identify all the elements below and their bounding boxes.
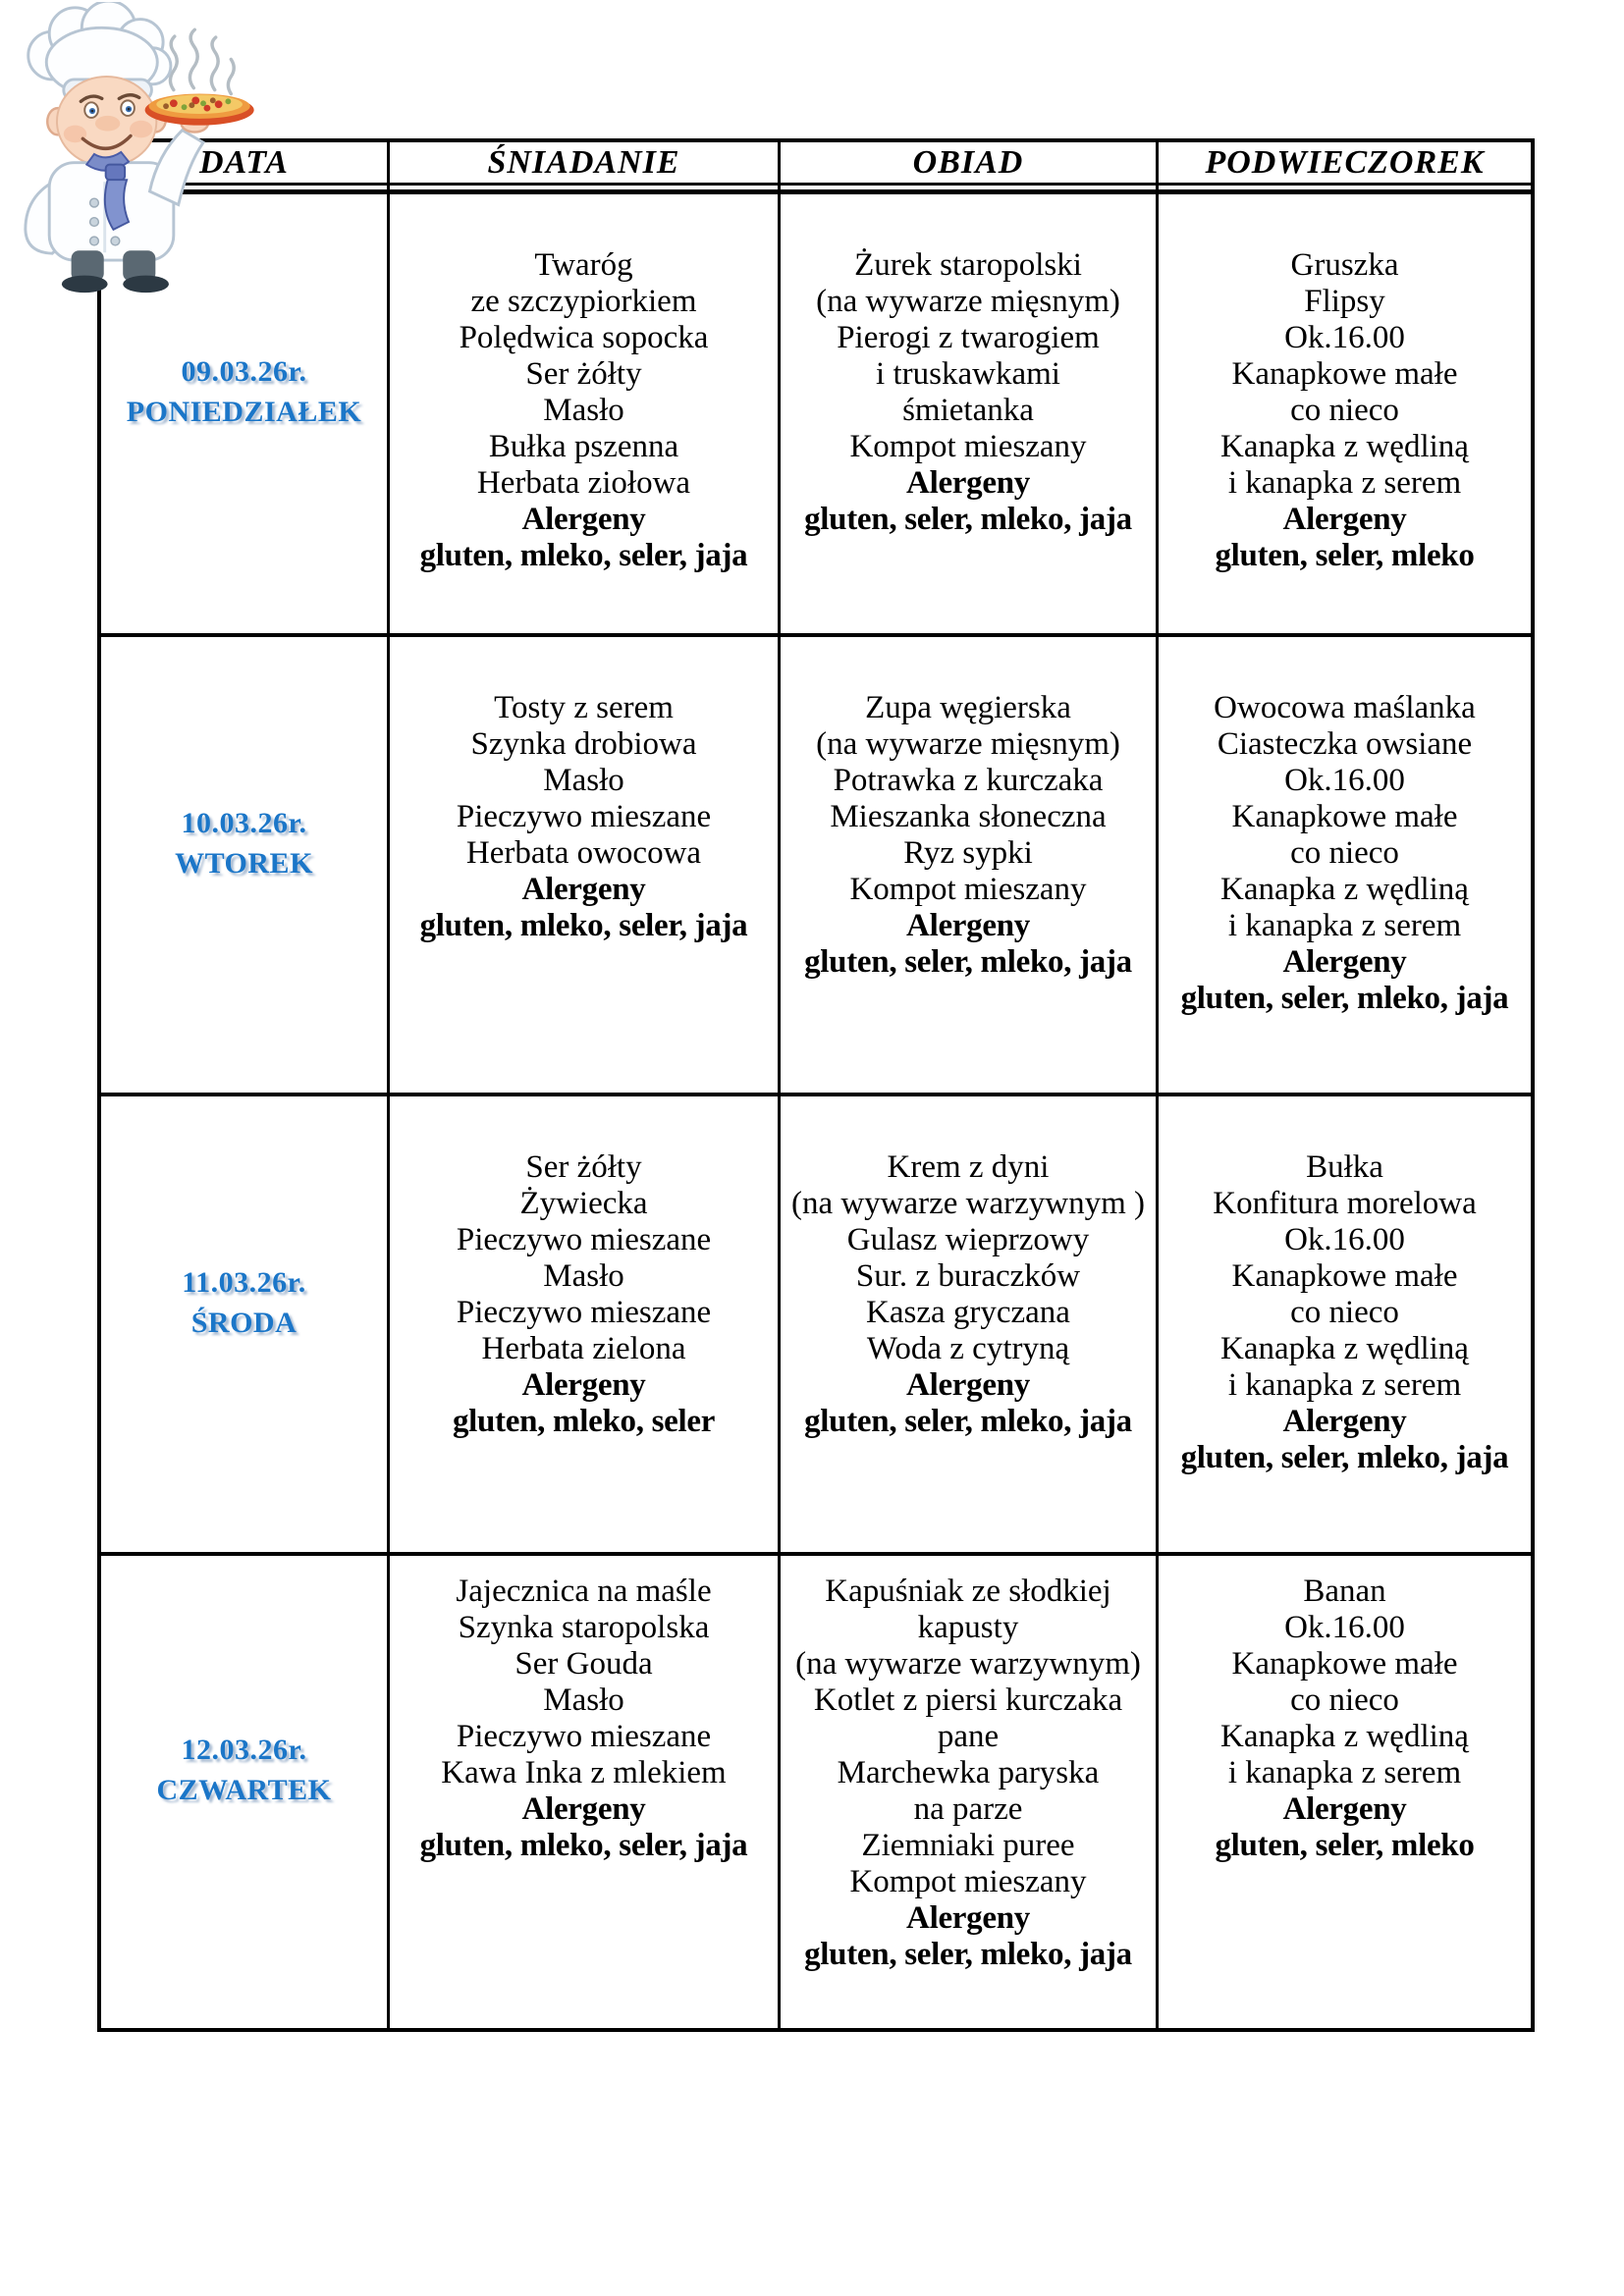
date-label: 11.03.26r. <box>182 1265 306 1299</box>
menu-item-line: Kawa Inka z mlekiem <box>441 1755 727 1790</box>
chef-right-arm <box>149 131 203 205</box>
menu-item-line: co nieco <box>1290 1682 1399 1718</box>
menu-item-line: Mieszanka słoneczna <box>830 799 1107 834</box>
divider-segment <box>1159 186 1531 189</box>
menu-item-line: ze szczypiorkiem <box>470 284 697 319</box>
menu-item-line: Potrawka z kurczaka <box>833 763 1104 798</box>
table-header-row <box>101 142 1531 186</box>
breakfast-cell <box>390 1096 781 1552</box>
allergens-list: gluten, seler, mleko, jaja <box>804 1937 1132 1972</box>
column-header-sniadanie: ŚNIADANIE <box>390 142 781 183</box>
menu-item-line: Herbata ziołowa <box>476 465 691 501</box>
menu-item-line: Pieczywo mieszane <box>456 1222 712 1257</box>
menu-item-line: Masło <box>543 763 624 798</box>
menu-item-line: Ser Gouda <box>514 1646 653 1682</box>
allergens-list: gluten, mleko, seler <box>452 1404 716 1439</box>
day-name-label: PONIEDZIAŁEK <box>126 396 362 428</box>
menu-item-line: (na wywarze warzywnym ) <box>790 1186 1146 1221</box>
menu-item-line: Masło <box>543 1682 624 1718</box>
allergens-heading: Alergeny <box>1282 502 1407 537</box>
date-label: 12.03.26r. <box>181 1734 307 1766</box>
date-label: 10.03.26r. <box>181 806 307 839</box>
menu-item-line: Kanapkowe małe <box>1231 1646 1458 1682</box>
allergens-list: gluten, seler, mleko, jaja <box>804 502 1132 537</box>
chef-face <box>57 77 156 167</box>
menu-item-line: Pieczywo mieszane <box>456 799 712 834</box>
menu-item-line: i truskawkami <box>876 356 1060 392</box>
menu-item-line: Kanapka z wędliną <box>1220 429 1469 464</box>
menu-item-line: Banan <box>1303 1574 1386 1609</box>
menu-item-line: Woda z cytryną <box>866 1331 1070 1366</box>
allergens-list: gluten, seler, mleko <box>1215 538 1475 573</box>
chef-shoe <box>62 276 108 294</box>
menu-item-line: Kompot mieszany <box>849 872 1087 907</box>
allergens-heading: Alergeny <box>906 465 1030 501</box>
allergens-list: gluten, seler, mleko, jaja <box>804 944 1132 980</box>
menu-item-line: Herbata zielona <box>481 1331 686 1366</box>
table-body <box>101 194 1531 2028</box>
menu-item-line: Kompot mieszany <box>849 1864 1087 1899</box>
menu-item-line: Owocowa maślanka <box>1214 690 1476 725</box>
menu-day-row <box>101 637 1531 1096</box>
lunch-cell <box>781 194 1159 633</box>
menu-item-line: Ser żółty <box>525 1149 642 1185</box>
steam-icon <box>170 29 234 93</box>
day-cell <box>101 637 390 1093</box>
menu-item-line: Ryz sypki <box>903 835 1033 871</box>
menu-day-row <box>101 1556 1531 2028</box>
menu-item-line: i kanapka z serem <box>1227 908 1462 943</box>
menu-item-line: Kanapka z wędliną <box>1220 1331 1469 1366</box>
day-name-label: WTOREK <box>175 846 313 880</box>
menu-item-line: Masło <box>543 1258 624 1294</box>
menu-item-line: Ok.16.00 <box>1284 1610 1405 1645</box>
menu-item-line: Konfitura morelowa <box>1213 1186 1477 1221</box>
menu-item-line: (na wywarze mięsnym) <box>816 284 1120 319</box>
menu-item-line: Bułka pszenna <box>488 429 679 464</box>
menu-item-line: Pieczywo mieszane <box>456 1719 712 1754</box>
allergens-heading: Alergeny <box>521 1367 646 1403</box>
menu-item-line: Ciasteczka owsiane <box>1217 726 1473 762</box>
allergens-list: gluten, seler, mleko, jaja <box>1180 981 1509 1016</box>
column-header-data: DATA <box>101 142 390 183</box>
menu-item-line: Ok.16.00 <box>1284 763 1405 798</box>
menu-item-line: Gruszka <box>1290 247 1399 283</box>
chef-with-pizza-illustration <box>6 2 255 298</box>
menu-day-row <box>101 1096 1531 1556</box>
afternoon-snack-cell <box>1159 1556 1531 2028</box>
menu-item-line: Bułka <box>1306 1149 1383 1185</box>
menu-item-line: Pieczywo mieszane <box>456 1295 712 1330</box>
menu-item-line: Żywiecka <box>519 1186 648 1221</box>
date-label: 09.03.26r. <box>181 355 307 388</box>
menu-item-line: co nieco <box>1290 393 1399 428</box>
day-name-label: ŚRODA <box>190 1306 298 1339</box>
menu-item-line: Ok.16.00 <box>1284 320 1405 355</box>
lunch-cell <box>781 1096 1159 1552</box>
allergens-heading: Alergeny <box>521 502 646 537</box>
menu-item-line: Krem z dyni <box>887 1149 1050 1185</box>
allergens-list: gluten, seler, mleko, jaja <box>1180 1440 1509 1475</box>
divider-segment <box>781 186 1159 189</box>
menu-item-line: co nieco <box>1290 835 1399 871</box>
pizza-icon <box>145 94 254 126</box>
menu-item-line: Kapuśniak ze słodkiej <box>825 1574 1111 1609</box>
menu-item-line: (na wywarze mięsnym) <box>816 726 1120 762</box>
menu-item-line: i kanapka z serem <box>1227 1367 1462 1403</box>
menu-item-line: Masło <box>543 393 624 428</box>
afternoon-snack-cell <box>1159 1096 1531 1552</box>
menu-item-line: i kanapka z serem <box>1227 465 1462 501</box>
allergens-heading: Alergeny <box>521 872 646 907</box>
allergens-list: gluten, mleko, seler, jaja <box>419 538 748 573</box>
allergens-heading: Alergeny <box>1282 1791 1407 1827</box>
menu-item-line: Flipsy <box>1304 284 1385 319</box>
menu-item-line: Gulasz wieprzowy <box>846 1222 1090 1257</box>
menu-item-line: Polędwica sopocka <box>459 320 709 355</box>
allergens-heading: Alergeny <box>906 908 1030 943</box>
menu-item-line: Żurek staropolski <box>854 247 1082 283</box>
day-cell <box>101 1556 390 2028</box>
menu-item-line: Sur. z buraczków <box>855 1258 1081 1294</box>
allergens-list: gluten, mleko, seler, jaja <box>419 908 748 943</box>
menu-day-row <box>101 194 1531 637</box>
column-header-podwieczorek: PODWIECZOREK <box>1205 143 1485 181</box>
allergens-heading: Alergeny <box>521 1791 646 1827</box>
day-cell <box>101 1096 390 1552</box>
breakfast-cell <box>390 194 781 633</box>
chef-shoe <box>123 276 169 294</box>
divider-segment <box>390 186 781 189</box>
afternoon-snack-cell <box>1159 194 1531 633</box>
menu-item-line: i kanapka z serem <box>1227 1755 1462 1790</box>
menu-item-line: Herbata owocowa <box>465 835 702 871</box>
menu-item-line: Kanapka z wędliną <box>1220 872 1469 907</box>
menu-item-line: co nieco <box>1290 1295 1399 1330</box>
afternoon-snack-cell <box>1159 637 1531 1093</box>
menu-item-line: Kanapka z wędliną <box>1220 1719 1469 1754</box>
menu-item-line: pane <box>937 1719 1000 1754</box>
menu-item-line: Zupa węgierska <box>865 690 1071 725</box>
allergens-list: gluten, mleko, seler, jaja <box>419 1828 748 1863</box>
allergens-list: gluten, seler, mleko, jaja <box>804 1404 1132 1439</box>
day-name-label: CZWARTEK <box>156 1774 332 1806</box>
menu-item-line: Kanapkowe małe <box>1231 1258 1458 1294</box>
menu-item-line: Kanapkowe małe <box>1231 356 1458 392</box>
menu-item-line: Kompot mieszany <box>849 429 1087 464</box>
breakfast-cell <box>390 637 781 1093</box>
menu-item-line: (na wywarze warzywnym) <box>795 1646 1141 1682</box>
menu-item-line: kapusty <box>917 1610 1019 1645</box>
header-divider-line <box>101 186 1531 194</box>
menu-item-line: Ser żółty <box>525 356 642 392</box>
menu-item-line: Szynka staropolska <box>458 1610 710 1645</box>
allergens-heading: Alergeny <box>906 1367 1030 1403</box>
menu-item-line: Kotlet z piersi kurczaka <box>813 1682 1123 1718</box>
menu-item-line: Kanapkowe małe <box>1231 799 1458 834</box>
menu-item-line: Ok.16.00 <box>1284 1222 1405 1257</box>
menu-item-line: śmietanka <box>902 393 1034 428</box>
menu-item-line: Szynka drobiowa <box>470 726 697 762</box>
weekly-menu-table <box>97 138 1535 2032</box>
menu-item-line: Kasza gryczana <box>866 1295 1070 1330</box>
allergens-heading: Alergeny <box>906 1900 1030 1936</box>
menu-item-line: Tosty z serem <box>494 690 674 725</box>
breakfast-cell <box>390 1556 781 2028</box>
menu-item-line: Ziemniaki puree <box>861 1828 1075 1863</box>
lunch-cell <box>781 637 1159 1093</box>
menu-item-line: Jajecznica na maśle <box>456 1574 712 1609</box>
allergens-heading: Alergeny <box>1282 1404 1407 1439</box>
allergens-list: gluten, seler, mleko <box>1215 1828 1475 1863</box>
column-header-obiad: OBIAD <box>781 142 1159 183</box>
menu-item-line: Pierogi z twarogiem <box>837 320 1100 355</box>
lunch-cell <box>781 1556 1159 2028</box>
menu-item-line: Marchewka paryska <box>837 1755 1100 1790</box>
menu-item-line: na parze <box>913 1791 1023 1827</box>
allergens-heading: Alergeny <box>1282 944 1407 980</box>
menu-item-line: Twaróg <box>534 247 633 283</box>
